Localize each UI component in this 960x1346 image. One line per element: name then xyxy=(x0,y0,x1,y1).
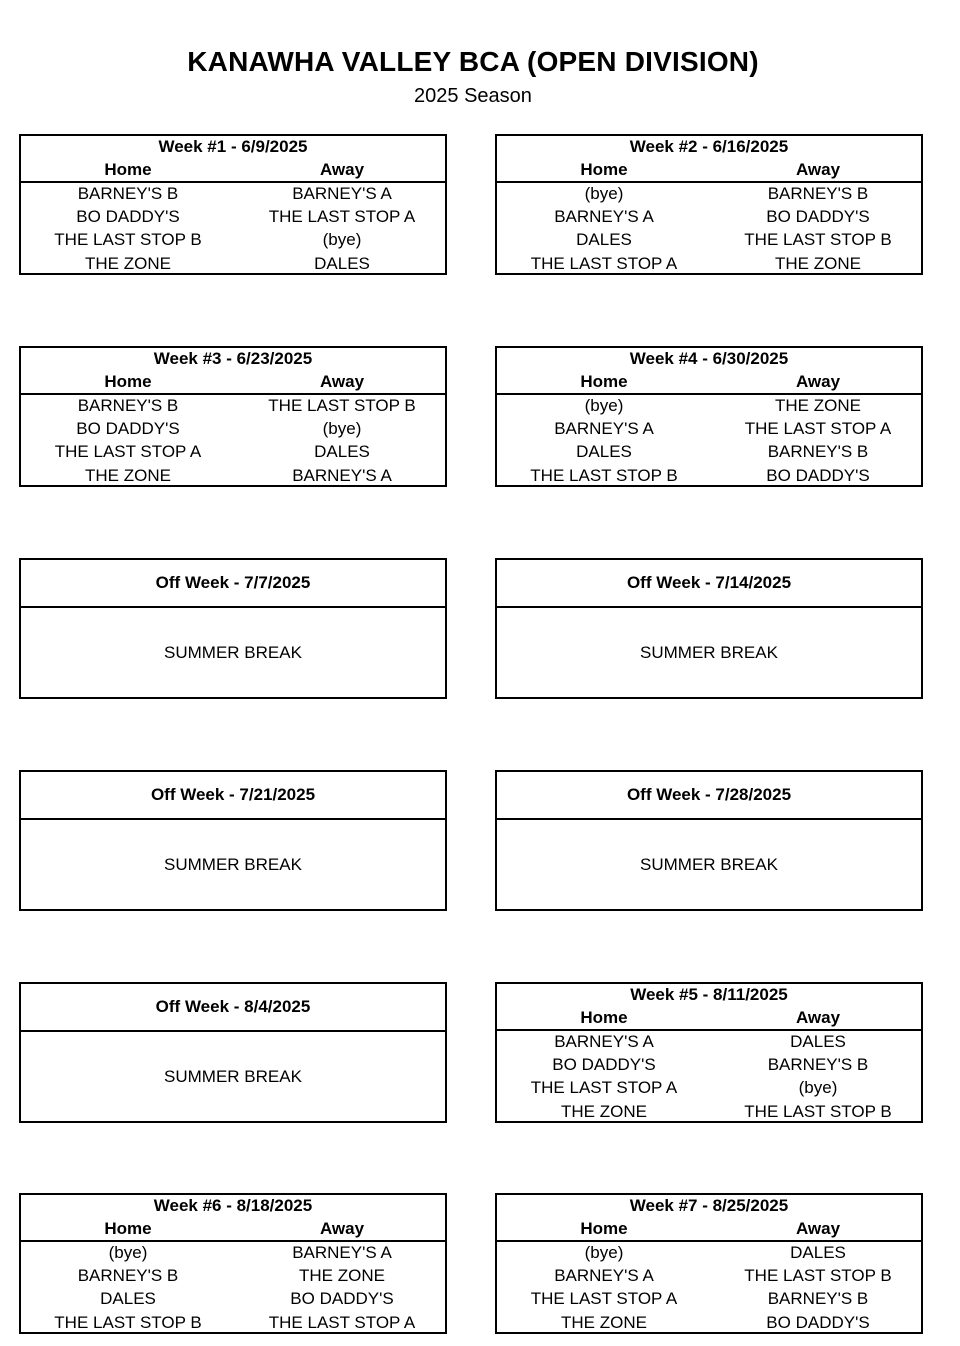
home-team: THE ZONE xyxy=(561,1101,647,1121)
away-team: BO DADDY'S xyxy=(766,207,870,227)
matchup-row xyxy=(21,394,445,417)
home-team: BO DADDY'S xyxy=(552,1055,656,1075)
home-team: THE LAST STOP A xyxy=(530,1289,678,1309)
matchup-row xyxy=(497,1053,921,1076)
away-team: BARNEY'S B xyxy=(767,442,869,462)
week-box xyxy=(19,134,447,275)
away-team: BO DADDY'S xyxy=(290,1289,394,1309)
week-box xyxy=(495,1193,923,1334)
home-team: THE LAST STOP A xyxy=(54,442,202,462)
matchup-row xyxy=(21,205,445,228)
away-team: BO DADDY'S xyxy=(766,465,870,485)
matchup-row xyxy=(497,417,921,440)
home-team: BARNEY'S A xyxy=(554,1032,654,1051)
column-header-row xyxy=(497,1217,921,1242)
matchup-row xyxy=(497,205,921,228)
break-message: SUMMER BREAK xyxy=(640,854,778,874)
home-team: THE ZONE xyxy=(561,1312,647,1332)
home-header: Home xyxy=(580,372,628,391)
week-box xyxy=(495,346,923,487)
away-team: THE LAST STOP B xyxy=(268,396,416,415)
off-week-box xyxy=(495,770,923,911)
matchup-row xyxy=(497,1076,921,1099)
page-subtitle: 2025 Season xyxy=(414,85,532,107)
away-header: Away xyxy=(795,160,841,179)
column-header-row xyxy=(497,1006,921,1031)
home-team: BO DADDY'S xyxy=(76,419,180,439)
off-week-box xyxy=(19,982,447,1123)
week-label: Week #3 - 6/23/2025 xyxy=(153,349,313,368)
away-team: THE ZONE xyxy=(775,396,861,415)
week-label: Week #4 - 6/30/2025 xyxy=(629,349,789,368)
home-header: Home xyxy=(104,160,152,179)
matchup-row xyxy=(21,1287,445,1310)
home-team: (bye) xyxy=(584,1243,624,1262)
away-header: Away xyxy=(319,160,365,179)
break-message: SUMMER BREAK xyxy=(640,642,778,662)
week-label: Week #1 - 6/9/2025 xyxy=(158,137,308,156)
week-box xyxy=(495,982,923,1123)
away-team: BARNEY'S A xyxy=(292,465,392,485)
home-team: THE LAST STOP B xyxy=(530,465,678,485)
away-header: Away xyxy=(319,1219,365,1238)
home-header: Home xyxy=(580,1008,628,1027)
home-team: BO DADDY'S xyxy=(76,207,180,227)
home-team: THE LAST STOP A xyxy=(530,1078,678,1098)
home-team: THE LAST STOP B xyxy=(54,1312,202,1332)
matchup-row xyxy=(21,1311,445,1334)
matchup-row xyxy=(497,252,921,275)
matchup-row xyxy=(497,1311,921,1334)
away-team: BARNEY'S B xyxy=(767,1289,869,1309)
matchup-row xyxy=(497,228,921,251)
week-label: Off Week - 7/7/2025 xyxy=(21,560,445,608)
matchup-row xyxy=(497,182,921,205)
week-label: Off Week - 8/4/2025 xyxy=(21,984,445,1032)
away-header: Away xyxy=(795,1219,841,1238)
break-message: SUMMER BREAK xyxy=(164,1066,302,1086)
away-team: DALES xyxy=(790,1243,846,1262)
home-team: BARNEY'S A xyxy=(554,419,654,439)
matchup-row xyxy=(21,228,445,251)
off-week-box xyxy=(19,558,447,699)
matchup-row xyxy=(21,1264,445,1287)
away-team: THE LAST STOP B xyxy=(744,1101,892,1121)
away-team: DALES xyxy=(314,442,370,462)
away-team: THE LAST STOP A xyxy=(268,1312,416,1332)
home-header: Home xyxy=(580,1219,628,1238)
matchup-row xyxy=(21,440,445,463)
column-header-row xyxy=(21,1217,445,1242)
week-label: Week #6 - 8/18/2025 xyxy=(153,1196,313,1215)
home-team: (bye) xyxy=(584,396,624,415)
away-team: THE ZONE xyxy=(775,253,861,273)
away-team: BARNEY'S B xyxy=(767,1055,869,1075)
away-team: THE LAST STOP A xyxy=(744,419,892,439)
week-label: Week #2 - 6/16/2025 xyxy=(629,137,789,156)
home-team: THE LAST STOP B xyxy=(54,230,202,250)
week-box xyxy=(19,1193,447,1334)
away-team: BARNEY'S A xyxy=(292,1243,392,1262)
home-team: THE LAST STOP A xyxy=(530,253,678,273)
away-team: (bye) xyxy=(322,419,362,439)
week-label: Off Week - 7/28/2025 xyxy=(497,772,921,820)
matchup-row xyxy=(497,1241,921,1264)
away-team: (bye) xyxy=(798,1078,838,1098)
matchup-row xyxy=(21,417,445,440)
break-message: SUMMER BREAK xyxy=(164,642,302,662)
matchup-row xyxy=(21,1241,445,1264)
off-week-box xyxy=(19,770,447,911)
matchup-row xyxy=(497,464,921,487)
matchup-row xyxy=(497,440,921,463)
away-header: Away xyxy=(795,372,841,391)
home-team: (bye) xyxy=(584,184,624,203)
home-header: Home xyxy=(104,372,152,391)
matchup-row xyxy=(21,252,445,275)
matchup-row xyxy=(21,464,445,487)
column-header-row xyxy=(497,158,921,183)
week-box xyxy=(495,134,923,275)
column-header-row xyxy=(21,158,445,183)
home-team: (bye) xyxy=(108,1243,148,1262)
home-team: THE ZONE xyxy=(85,253,171,273)
home-header: Home xyxy=(104,1219,152,1238)
away-team: THE LAST STOP A xyxy=(268,207,416,227)
page-title: KANAWHA VALLEY BCA (OPEN DIVISION) xyxy=(187,46,759,77)
home-team: BARNEY'S A xyxy=(554,1266,654,1286)
column-header-row xyxy=(21,370,445,395)
away-header: Away xyxy=(319,372,365,391)
home-team: BARNEY'S B xyxy=(77,1266,179,1286)
home-team: THE ZONE xyxy=(85,465,171,485)
break-message: SUMMER BREAK xyxy=(164,854,302,874)
week-label: Week #5 - 8/11/2025 xyxy=(630,985,788,1004)
away-team: THE LAST STOP B xyxy=(744,1266,892,1286)
home-team: DALES xyxy=(100,1289,156,1309)
matchup-row xyxy=(497,1287,921,1310)
matchup-row xyxy=(497,1264,921,1287)
away-team: DALES xyxy=(314,253,370,273)
off-week-box xyxy=(495,558,923,699)
matchup-row xyxy=(21,182,445,205)
home-team: BARNEY'S B xyxy=(77,184,179,203)
away-team: THE LAST STOP B xyxy=(744,230,892,250)
away-team: (bye) xyxy=(322,230,362,250)
week-label: Off Week - 7/21/2025 xyxy=(21,772,445,820)
week-label: Week #7 - 8/25/2025 xyxy=(629,1196,789,1215)
column-header-row xyxy=(497,370,921,395)
matchup-row xyxy=(497,394,921,417)
home-team: BARNEY'S B xyxy=(77,396,179,415)
home-team: BARNEY'S A xyxy=(554,207,654,227)
matchup-row xyxy=(497,1100,921,1123)
away-team: BO DADDY'S xyxy=(766,1312,870,1332)
away-header: Away xyxy=(795,1008,841,1027)
home-team: DALES xyxy=(576,442,632,462)
week-box xyxy=(19,346,447,487)
week-label: Off Week - 7/14/2025 xyxy=(497,560,921,608)
away-team: THE ZONE xyxy=(299,1266,385,1286)
away-team: DALES xyxy=(790,1032,846,1051)
home-header: Home xyxy=(580,160,628,179)
away-team: BARNEY'S A xyxy=(292,184,392,203)
matchup-row xyxy=(497,1030,921,1053)
home-team: DALES xyxy=(576,230,632,250)
away-team: BARNEY'S B xyxy=(767,184,869,203)
